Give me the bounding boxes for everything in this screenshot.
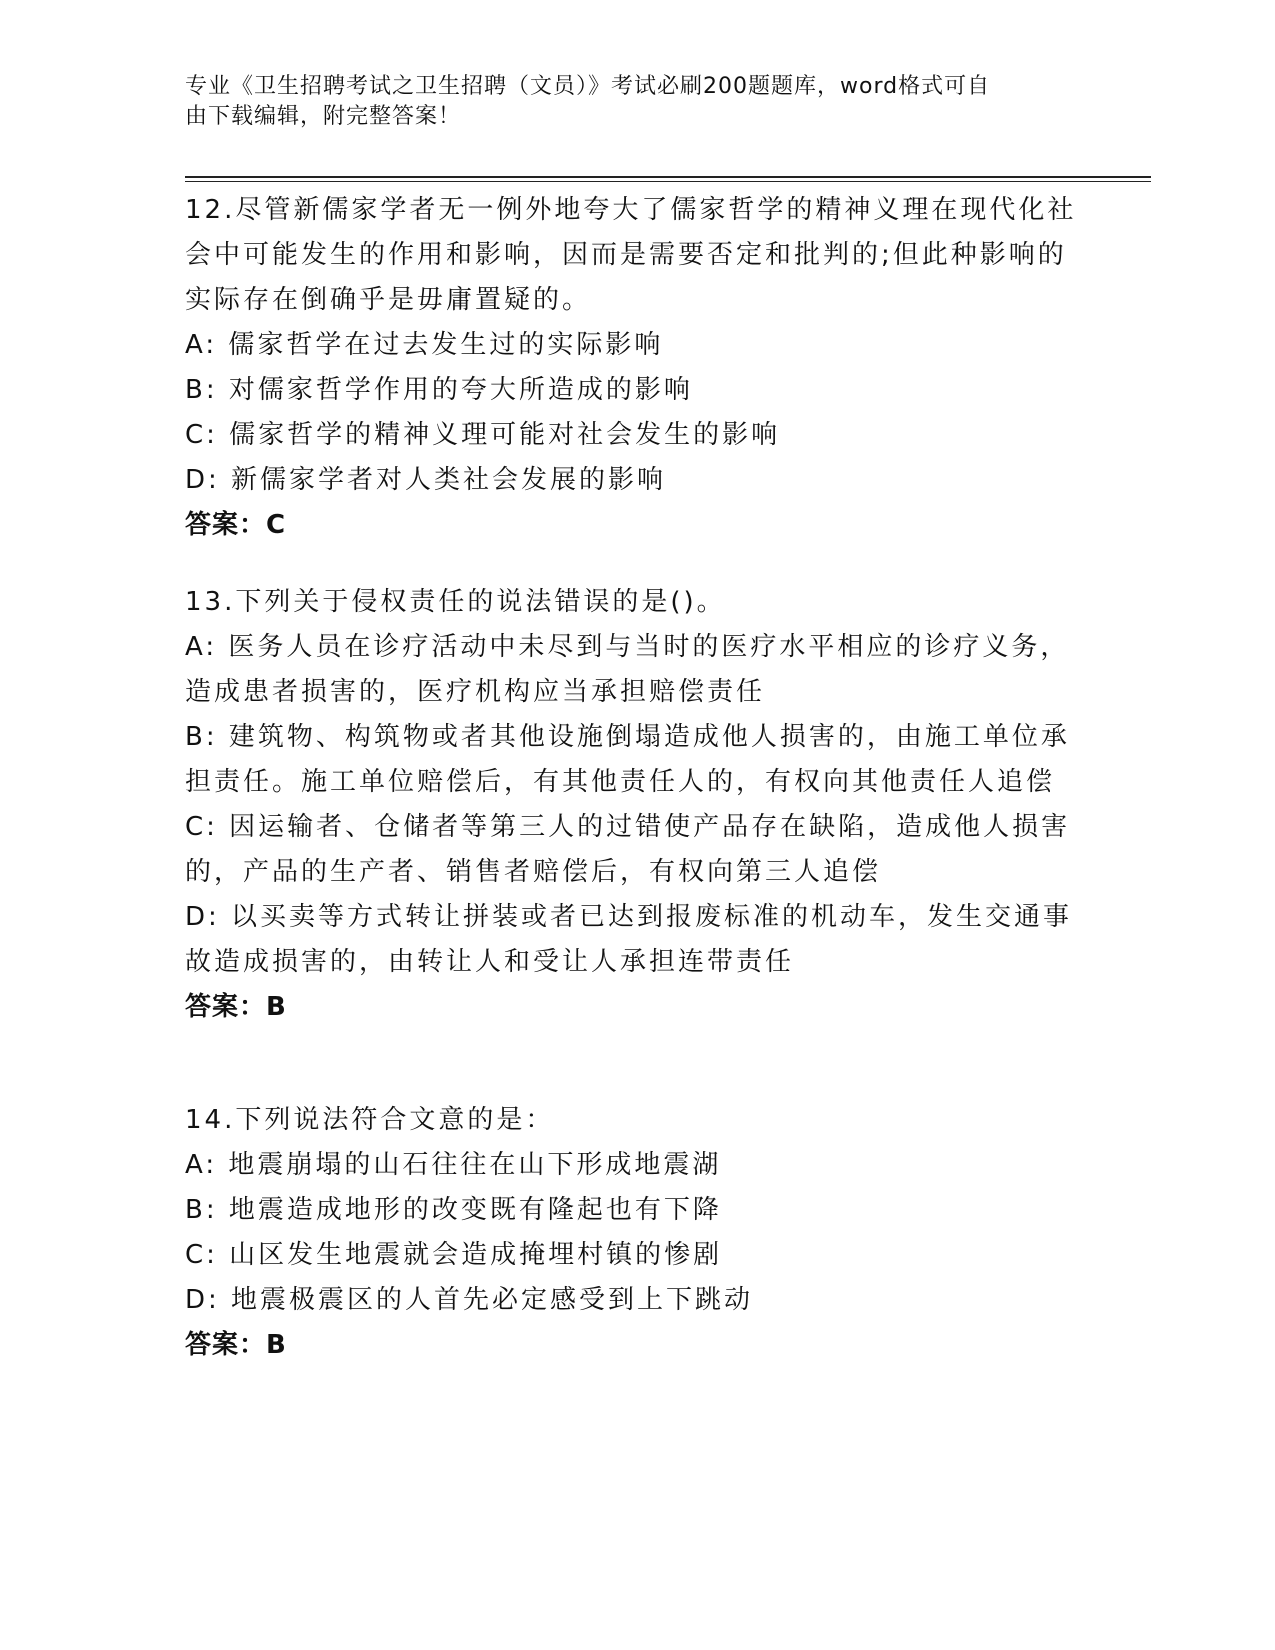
question-stem-line: 会中可能发生的作用和影响，因而是需要否定和批判的;但此种影响的: [185, 240, 1067, 270]
option-b: B: 地震造成地形的改变既有隆起也有下降: [185, 1195, 722, 1225]
option-a: A: 医务人员在诊疗活动中未尽到与当时的医疗水平相应的诊疗义务，: [185, 632, 1070, 662]
option-a-continued: 造成患者损害的，医疗机构应当承担赔偿责任: [185, 677, 766, 707]
answer-label: 答案：B: [185, 1330, 287, 1360]
question-14: [185, 1098, 1075, 1368]
option-a: A: 地震崩塌的山石往往在山下形成地震湖: [185, 1150, 722, 1180]
header-line-1: 专业《卫生招聘考试之卫生招聘（文员）》考试必刷200题题库，word格式可自: [185, 74, 991, 99]
question-stem-line: 14.下列说法符合文意的是：: [185, 1105, 555, 1135]
option-c-continued: 的，产品的生产者、销售者赔偿后，有权向第三人追偿: [185, 857, 882, 887]
option-c: C: 因运输者、仓储者等第三人的过错使产品存在缺陷，造成他人损害: [185, 812, 1071, 842]
option-c: C: 儒家哲学的精神义理可能对社会发生的影响: [185, 420, 781, 450]
answer-label: 答案：C: [185, 510, 287, 540]
question-stem-line: 实际存在倒确乎是毋庸置疑的。: [185, 285, 592, 315]
header-line-2: 由下载编辑，附完整答案！: [185, 104, 462, 129]
option-d: D: 以买卖等方式转让拼装或者已达到报废标准的机动车，发生交通事: [185, 902, 1073, 932]
header-divider-thin: [185, 181, 1151, 182]
question-12: [185, 188, 1075, 548]
question-stem-line: 12.尽管新儒家学者无一例外地夸大了儒家哲学的精神义理在现代化社: [185, 195, 1077, 225]
option-b-continued: 担责任。施工单位赔偿后，有其他责任人的，有权向其他责任人追偿: [185, 767, 1056, 797]
option-d: D: 新儒家学者对人类社会发展的影响: [185, 465, 667, 495]
question-stem-line: 13.下列关于侵权责任的说法错误的是()。: [185, 587, 726, 617]
option-d: D: 地震极震区的人首先必定感受到上下跳动: [185, 1285, 754, 1315]
option-a: A: 儒家哲学在过去发生过的实际影响: [185, 330, 664, 360]
option-b: B: 建筑物、构筑物或者其他设施倒塌造成他人损害的，由施工单位承: [185, 722, 1070, 752]
question-13: [185, 580, 1075, 1030]
header-divider-thick: [185, 176, 1151, 178]
option-c: C: 山区发生地震就会造成掩埋村镇的惨剧: [185, 1240, 723, 1270]
document-header: [185, 72, 1065, 132]
answer-label: 答案：B: [185, 992, 287, 1022]
option-b: B: 对儒家哲学作用的夸大所造成的影响: [185, 375, 693, 405]
option-d-continued: 故造成损害的，由转让人和受让人承担连带责任: [185, 947, 795, 977]
